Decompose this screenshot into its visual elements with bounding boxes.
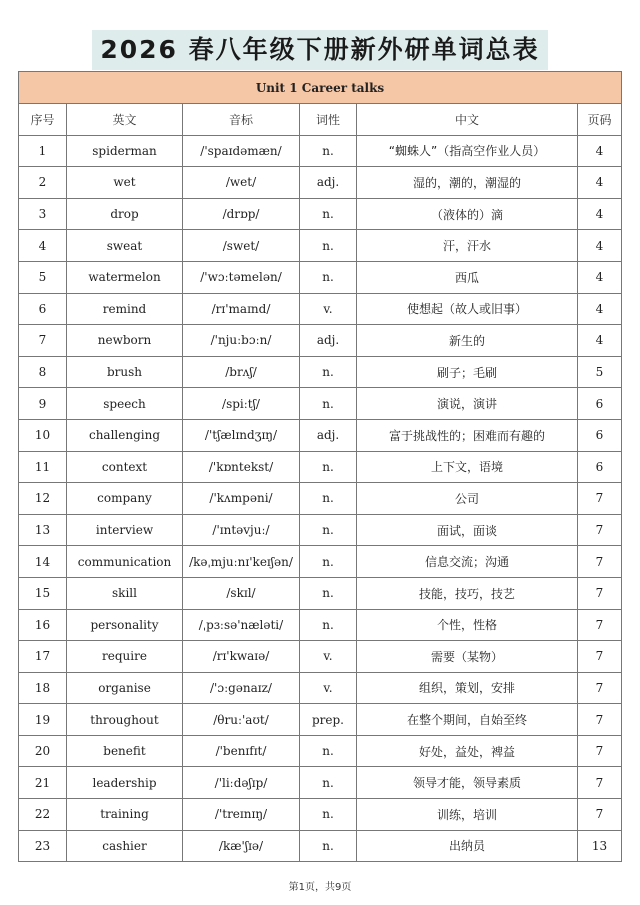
cell-no: 18	[19, 672, 67, 704]
cell-pos: n.	[300, 514, 357, 546]
cell-pos: n.	[300, 483, 357, 515]
table-row	[19, 198, 622, 230]
cell-chinese: 组织，策划，安排	[357, 672, 578, 704]
table-row	[19, 704, 622, 736]
cell-no: 5	[19, 261, 67, 293]
cell-no: 11	[19, 451, 67, 483]
cell-chinese: 出纳员	[357, 830, 578, 862]
cell-phonetic: /kəˌmjuːnɪ'keɪʃən/	[183, 546, 300, 578]
cell-chinese: 公司	[357, 483, 578, 515]
table-row	[19, 546, 622, 578]
cell-english: benefit	[67, 735, 183, 767]
table-row	[19, 767, 622, 799]
cell-phonetic: /brʌʃ/	[183, 356, 300, 388]
cell-no: 19	[19, 704, 67, 736]
cell-english: training	[67, 799, 183, 831]
cell-pos: n.	[300, 261, 357, 293]
cell-english: company	[67, 483, 183, 515]
cell-english: watermelon	[67, 261, 183, 293]
cell-phonetic: /'spaɪdəmæn/	[183, 135, 300, 167]
table-row	[19, 799, 622, 831]
cell-pos: adj.	[300, 167, 357, 199]
cell-page: 7	[578, 735, 622, 767]
cell-english: spiderman	[67, 135, 183, 167]
cell-phonetic: /rɪ'maɪnd/	[183, 293, 300, 325]
cell-phonetic: /skɪl/	[183, 577, 300, 609]
cell-chinese: 在整个期间，自始至终	[357, 704, 578, 736]
cell-pos: n.	[300, 388, 357, 420]
cell-phonetic: /'liːdəʃɪp/	[183, 767, 300, 799]
cell-page: 7	[578, 641, 622, 673]
cell-phonetic: /rɪ'kwaɪə/	[183, 641, 300, 673]
cell-page: 4	[578, 293, 622, 325]
cell-chinese: 训练，培训	[357, 799, 578, 831]
table-row	[19, 167, 622, 199]
cell-pos: prep.	[300, 704, 357, 736]
cell-phonetic: /drɒp/	[183, 198, 300, 230]
cell-pos: n.	[300, 735, 357, 767]
cell-chinese: 新生的	[357, 325, 578, 357]
cell-no: 17	[19, 641, 67, 673]
cell-pos: n.	[300, 830, 357, 862]
cell-phonetic: /'treɪnɪŋ/	[183, 799, 300, 831]
cell-pos: n.	[300, 198, 357, 230]
cell-chinese: 富于挑战性的；困难而有趣的	[357, 419, 578, 451]
cell-english: organise	[67, 672, 183, 704]
table-row	[19, 230, 622, 262]
cell-english: brush	[67, 356, 183, 388]
cell-chinese: 技能，技巧，技艺	[357, 577, 578, 609]
table-row	[19, 451, 622, 483]
table-row	[19, 609, 622, 641]
table-row	[19, 577, 622, 609]
cell-page: 4	[578, 230, 622, 262]
cell-chinese: 面试，面谈	[357, 514, 578, 546]
cell-english: challenging	[67, 419, 183, 451]
cell-phonetic: /θruː'aʊt/	[183, 704, 300, 736]
cell-pos: n.	[300, 609, 357, 641]
cell-page: 4	[578, 167, 622, 199]
cell-no: 8	[19, 356, 67, 388]
cell-pos: n.	[300, 767, 357, 799]
header-pos: 词性	[300, 104, 357, 136]
cell-pos: n.	[300, 451, 357, 483]
table-row	[19, 388, 622, 420]
cell-english: require	[67, 641, 183, 673]
cell-english: sweat	[67, 230, 183, 262]
table-row	[19, 483, 622, 515]
cell-no: 15	[19, 577, 67, 609]
cell-english: context	[67, 451, 183, 483]
cell-english: interview	[67, 514, 183, 546]
header-chinese: 中文	[357, 104, 578, 136]
cell-english: newborn	[67, 325, 183, 357]
cell-chinese: “蜘蛛人”（指高空作业人员）	[357, 135, 578, 167]
cell-page: 7	[578, 799, 622, 831]
cell-page: 7	[578, 514, 622, 546]
cell-no: 23	[19, 830, 67, 862]
cell-no: 9	[19, 388, 67, 420]
cell-pos: n.	[300, 356, 357, 388]
cell-page: 5	[578, 356, 622, 388]
cell-no: 3	[19, 198, 67, 230]
cell-english: personality	[67, 609, 183, 641]
cell-page: 7	[578, 704, 622, 736]
cell-page: 4	[578, 261, 622, 293]
cell-pos: adj.	[300, 325, 357, 357]
page-footer: 第1页，共9页	[288, 882, 352, 893]
header-english: 英文	[67, 104, 183, 136]
cell-no: 6	[19, 293, 67, 325]
cell-phonetic: /'tʃælɪndʒɪŋ/	[183, 419, 300, 451]
cell-no: 13	[19, 514, 67, 546]
cell-phonetic: /'ɔːgənaɪz/	[183, 672, 300, 704]
cell-english: leadership	[67, 767, 183, 799]
column-header-row	[19, 104, 622, 136]
cell-phonetic: /swet/	[183, 230, 300, 262]
cell-page: 4	[578, 135, 622, 167]
cell-page: 7	[578, 483, 622, 515]
cell-pos: v.	[300, 672, 357, 704]
header-no: 序号	[19, 104, 67, 136]
vocab-table	[18, 71, 622, 862]
cell-no: 1	[19, 135, 67, 167]
header-page: 页码	[578, 104, 622, 136]
cell-pos: v.	[300, 641, 357, 673]
cell-page: 7	[578, 577, 622, 609]
cell-chinese: 领导才能，领导素质	[357, 767, 578, 799]
table-row	[19, 325, 622, 357]
table-row	[19, 830, 622, 862]
table-row	[19, 356, 622, 388]
cell-no: 2	[19, 167, 67, 199]
cell-page: 13	[578, 830, 622, 862]
cell-chinese: 汗，汗水	[357, 230, 578, 262]
cell-phonetic: /wet/	[183, 167, 300, 199]
cell-english: skill	[67, 577, 183, 609]
cell-phonetic: /'benɪfɪt/	[183, 735, 300, 767]
page-title: 2026 春八年级下册新外研单词总表	[92, 30, 547, 70]
cell-no: 14	[19, 546, 67, 578]
cell-no: 16	[19, 609, 67, 641]
title-wrap	[0, 30, 640, 70]
cell-page: 7	[578, 672, 622, 704]
cell-chinese: 刷子；毛刷	[357, 356, 578, 388]
table-row	[19, 261, 622, 293]
table-row	[19, 735, 622, 767]
table-row	[19, 293, 622, 325]
cell-pos: n.	[300, 135, 357, 167]
unit-title: Unit 1 Career talks	[19, 72, 622, 104]
cell-phonetic: /spiːtʃ/	[183, 388, 300, 420]
cell-pos: adj.	[300, 419, 357, 451]
table-row	[19, 135, 622, 167]
table-row	[19, 419, 622, 451]
cell-pos: n.	[300, 799, 357, 831]
cell-english: remind	[67, 293, 183, 325]
cell-chinese: 使想起（故人或旧事）	[357, 293, 578, 325]
cell-no: 12	[19, 483, 67, 515]
cell-chinese: 上下文，语境	[357, 451, 578, 483]
cell-english: throughout	[67, 704, 183, 736]
cell-phonetic: /'wɔːtəmelən/	[183, 261, 300, 293]
cell-phonetic: /'njuːbɔːn/	[183, 325, 300, 357]
cell-page: 7	[578, 546, 622, 578]
cell-no: 4	[19, 230, 67, 262]
cell-chinese: 个性，性格	[357, 609, 578, 641]
header-phonetic: 音标	[183, 104, 300, 136]
cell-no: 21	[19, 767, 67, 799]
cell-phonetic: /'ɪntəvjuː/	[183, 514, 300, 546]
cell-page: 6	[578, 419, 622, 451]
table-row	[19, 672, 622, 704]
cell-pos: n.	[300, 546, 357, 578]
cell-page: 6	[578, 388, 622, 420]
cell-page: 7	[578, 767, 622, 799]
cell-page: 4	[578, 198, 622, 230]
cell-chinese: 好处，益处，裨益	[357, 735, 578, 767]
cell-english: wet	[67, 167, 183, 199]
cell-pos: n.	[300, 230, 357, 262]
cell-page: 7	[578, 609, 622, 641]
cell-english: cashier	[67, 830, 183, 862]
cell-english: speech	[67, 388, 183, 420]
cell-pos: n.	[300, 577, 357, 609]
cell-chinese: 演说，演讲	[357, 388, 578, 420]
unit-header-row	[19, 72, 622, 104]
cell-phonetic: /'kʌmpəni/	[183, 483, 300, 515]
cell-chinese: 湿的，潮的，潮湿的	[357, 167, 578, 199]
cell-english: drop	[67, 198, 183, 230]
table-row	[19, 641, 622, 673]
cell-chinese: 西瓜	[357, 261, 578, 293]
cell-english: communication	[67, 546, 183, 578]
cell-phonetic: /ˌpɜːsə'næləti/	[183, 609, 300, 641]
cell-no: 7	[19, 325, 67, 357]
cell-chinese: （液体的）滴	[357, 198, 578, 230]
cell-phonetic: /kæ'ʃɪə/	[183, 830, 300, 862]
table-row	[19, 514, 622, 546]
cell-chinese: 信息交流；沟通	[357, 546, 578, 578]
cell-no: 20	[19, 735, 67, 767]
cell-page: 6	[578, 451, 622, 483]
cell-phonetic: /'kɒntekst/	[183, 451, 300, 483]
cell-no: 22	[19, 799, 67, 831]
cell-chinese: 需要（某物）	[357, 641, 578, 673]
cell-pos: v.	[300, 293, 357, 325]
cell-no: 10	[19, 419, 67, 451]
cell-page: 4	[578, 325, 622, 357]
